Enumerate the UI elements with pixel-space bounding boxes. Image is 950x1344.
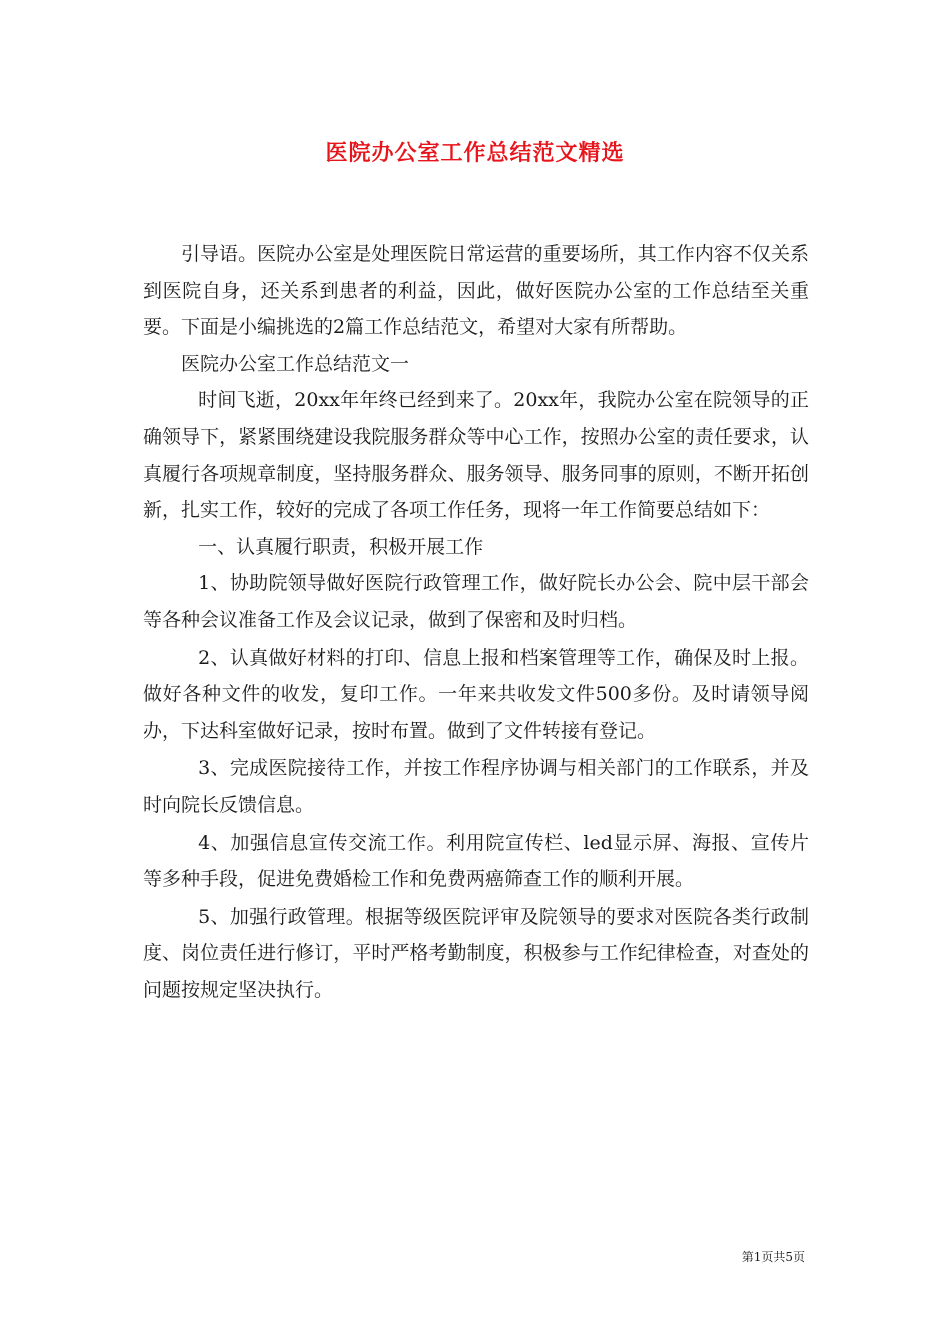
document-title: 医院办公室工作总结范文精选 [325, 140, 625, 166]
item-4: 4、加强信息宣传交流工作。利用院宣传栏、led显示屏、海报、宣传片等多种手段，促进免费婚检工作和免费两癌筛查工作的顺利开展。 [143, 831, 809, 891]
paragraph-1: 时间飞逝，20xx年年终已经到来了。20xx年，我院办公室在院领导的正确领导下，紧紧围绕建设我院服务群众等中心工作，按照办公室的责任要求，认真履行各项规章制度，坚持服务群众、服务领导、服务同事的原则，不断开拓创新，扎实工作，较好的完成了各项工作任务，现将一年工作简要总结如下： [143, 389, 809, 522]
item-3: 3、完成医院接待工作，并按工作程序协调与相关部门的工作联系，并及时向院长反馈信息。 [143, 757, 809, 816]
document-body [143, 236, 809, 1008]
intro-paragraph: 引导语。医院办公室是处理医院日常运营的重要场所，其工作内容不仅关系到医院自身，还关系到患者的利益，因此，做好医院办公室的工作总结至关重要。下面是小编挑选的2篇工作总结范文，希望对大家有所帮助。 [143, 243, 809, 339]
item-5: 5、加强行政管理。根据等级医院评审及院领导的要求对医院各类行政制度、岗位责任进行修订，平时严格考勤制度，积极参与工作纪律检查，对查处的问题按规定坚决执行。 [143, 905, 809, 1001]
section-title: 医院办公室工作总结范文一 [181, 352, 410, 375]
page-indicator: 第1页共5页 [741, 1250, 805, 1264]
item-1: 1、协助院领导做好医院行政管理工作，做好院长办公会、院中层干部会等各种会议准备工作及会议记录，做到了保密和及时归档。 [143, 572, 809, 631]
item-2: 2、认真做好材料的打印、信息上报和档案管理等工作，确保及时上报。做好各种文件的收发，复印工作。一年来共收发文件500多份。及时请领导阅办，下达科室做好记录，按时布置。做到了文件转接有登记。 [143, 646, 809, 742]
heading-1: 一、认真履行职责，积极开展工作 [198, 535, 484, 558]
